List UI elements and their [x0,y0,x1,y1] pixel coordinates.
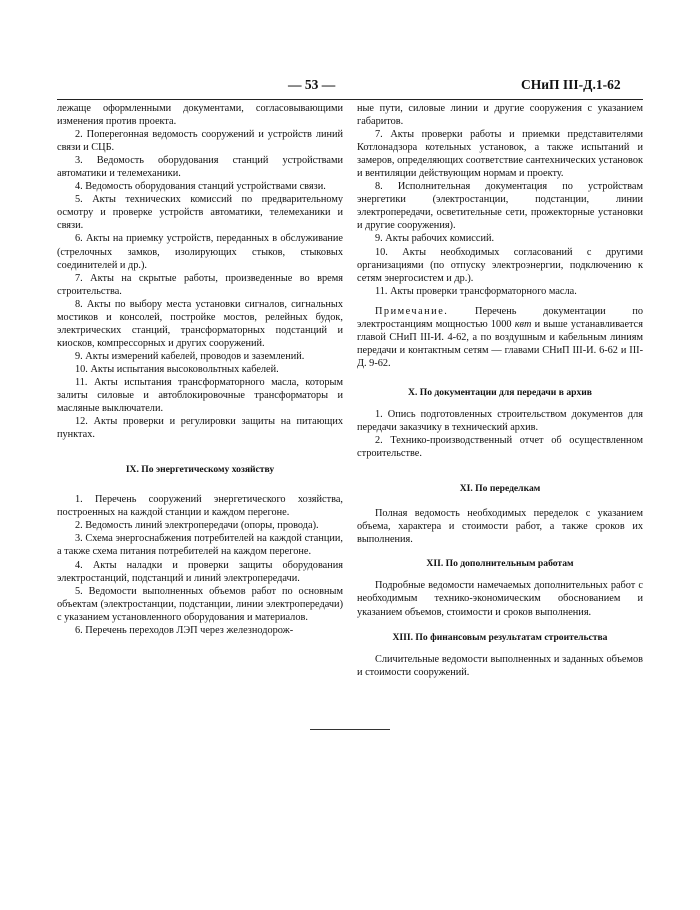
paragraph: 9. Акты рабочих комиссий. [375,233,495,245]
paragraph: Сличительные ведомости выполненных и заданных объемов и стоимости сооружений. [357,653,643,678]
paragraph: 11. Акты испытания трансформаторного масла, которым залиты силовые и автоблокировочные трансформаторы и масляные выключатели. [57,376,343,415]
paragraph: 10. Акты испытания высоковольтных кабелей. [75,363,279,375]
paragraph: 6. Перечень переходов ЛЭП через железнодорож- [75,624,294,636]
note-unit: квт [514,318,532,330]
paragraph: 6. Акты на приемку устройств, переданных в обслуживание (стрелочных замков, изолирующих стыков, стыковых соединителей и др.). [57,233,343,271]
paragraph: 10. Акты необходимых согласований с другими организациями (по отпуску электроэнергии, подключению к сетям энергосистем и др.). [357,246,643,284]
paragraph: 3. Ведомость оборудования станций устройствами автоматики и телемеханики. [57,155,343,180]
note-text-end: и выше устанавливается главой СНиП III-И. 4-62, а по воздушным и кабельным линиям передачи и контактным сетям — главами СНиП III-И. 6-62 и III-Д. 9-62. [357,318,643,369]
right-column [357,102,643,679]
section-heading-xi: XI. По переделкам [459,483,541,495]
paragraph: 2. Ведомость линий электропередачи (опоры, провода). [75,520,319,532]
paragraph: 7. Акты на скрытые работы, произведенные во время строительства. [57,272,343,297]
note-text-start: Перечень документации по электростанциям мощностью 1000 [357,305,644,330]
document-code: СНиП III-Д.1-62 [521,77,621,92]
paragraph: ные пути, силовые линии и другие сооружения с указанием габаритов. [357,103,643,128]
paragraph: 8. Акты по выбору места установки сигналов, сигнальных мостиков и консолей, постройке мостов, релейных будок, электрических станций, трансформаторных подстанций и киосков, компрессорных и других сооружений. [57,298,343,349]
paragraph: 5. Ведомости выполненных объемов работ по основным объектам (электростанции, подстанции, линии электропередачи) с указанием установленного оборудования и материалов. [57,585,343,623]
left-column [57,102,343,637]
section-heading-x: X. По документации для передачи в архив [408,386,592,398]
paragraph: 2. Поперегонная ведомость сооружений и устройств линий связи и СЦБ. [57,129,343,154]
note-label: Примечание. [375,305,449,317]
page-number: — 53 — [288,77,336,92]
paragraph: Подробные ведомости намечаемых дополнительных работ с необходимым технико-экономическим обоснованием и указанием объемов, стоимости и сроков выполнения. [357,580,643,618]
paragraph: лежаще оформленными документами, согласовывающими изменения против проекта. [57,103,343,128]
section-heading-xiii: XIII. По финансовым результатам строительства [392,631,608,643]
paragraph: 8. Исполнительная документация по устройствам энергетики (электростанции, подстанции, линии электропередачи, осветительные сети, прожекторные установки и другие сооружения). [357,181,643,232]
paragraph: 9. Акты измерений кабелей, проводов и заземлений. [75,350,305,362]
paragraph: 3. Схема энергоснабжения потребителей на каждой станции, а также схема питания потребителей на каждом перегоне. [57,533,343,558]
paragraph: 4. Акты наладки и проверки защиты оборудования электростанций, подстанций и линий электропередачи. [57,559,343,584]
paragraph: 5. Акты технических комиссий по предварительному осмотру и проверке устройств автоматики, телемеханики и связи. [57,194,343,232]
paragraph: 4. Ведомость оборудования станций устройствами связи. [75,181,326,193]
paragraph: Полная ведомость необходимых переделок с указанием объема, характера и стоимости работ, а также сроков их выполнения. [357,508,643,546]
paragraph: 1. Опись подготовленных строительством документов для передачи заказчику в технический архив. [357,408,643,434]
footer-divider [310,729,390,730]
paragraph: 11. Акты проверки трансформаторного масла. [375,285,577,297]
paragraph: 12. Акты проверки и регулировки защиты на питающих пунктах. [57,416,343,441]
paragraph: 7. Акты проверки работы и приемки представителями Котлонадзора котельных установок, а также испытаний и замеров, определяющих соответствие сантехнических установок и вентиляции действующим нормам и проекту. [357,129,643,180]
section-heading-ix: IX. По энергетическому хозяйству [125,464,275,476]
paragraph: 1. Перечень сооружений энергетического хозяйства, построенных на каждой станции и каждом перегоне. [57,494,343,519]
header-divider [57,99,643,100]
paragraph: 2. Технико-производственный отчет об осуществленном строительстве. [357,435,643,460]
section-heading-xii: XII. По дополнительным работам [426,558,574,570]
note [357,305,643,370]
